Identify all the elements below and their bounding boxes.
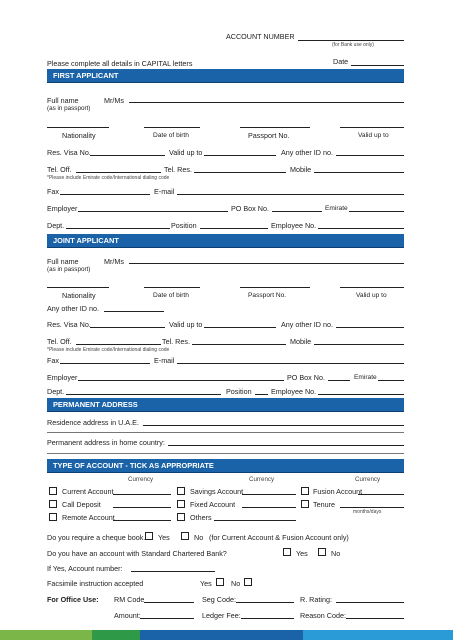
tel-res-field[interactable] — [194, 172, 286, 173]
fusion-account-currency-field[interactable] — [358, 494, 404, 495]
current-account-label: Current Account — [62, 487, 114, 496]
fixed-account-label: Fixed Account — [190, 500, 236, 509]
permanent-address-header — [47, 398, 404, 412]
cheque-note: (for Current Account & Fusion Account only) — [209, 533, 349, 542]
remote-account-currency-field[interactable] — [113, 520, 171, 521]
mr-ms-label: Mr/Ms — [104, 96, 124, 105]
call-deposit-label: Call Deposit — [62, 500, 101, 509]
nationality-label: Nationality — [62, 131, 96, 140]
fixed-account-currency-field[interactable] — [242, 507, 296, 508]
call-deposit-currency-field[interactable] — [113, 507, 171, 508]
valid-up-to-field[interactable] — [340, 127, 404, 128]
section-title: JOINT APPLICANT — [53, 236, 119, 245]
rm-code-field[interactable] — [144, 602, 194, 603]
joint-tel-res-label: Tel. Res. — [162, 337, 190, 346]
joint-dial-code-note: *Please include Emirate code/International dialing code — [47, 347, 170, 353]
employee-no-label: Employee No. — [271, 221, 317, 230]
full-name-field[interactable] — [129, 102, 404, 103]
others-field[interactable] — [214, 520, 296, 521]
tenure-field[interactable] — [340, 507, 404, 508]
mobile-label: Mobile — [290, 165, 312, 174]
residence-uae-field[interactable] — [143, 425, 404, 426]
tel-res-label: Tel. Res. — [164, 165, 192, 174]
joint-date-of-birth-field[interactable] — [144, 287, 200, 288]
section-title: TYPE OF ACCOUNT - TICK AS APPROPRIATE — [53, 461, 214, 470]
account-number-field[interactable] — [298, 40, 404, 41]
po-box-field[interactable] — [272, 211, 322, 212]
joint-mr-ms-label: Mr/Ms — [104, 257, 124, 266]
joint-employer-field[interactable] — [78, 380, 284, 381]
cheque-yes-label: Yes — [158, 533, 170, 542]
joint-passport-no-field[interactable] — [240, 287, 310, 288]
joint-fax-label: Fax — [47, 356, 59, 365]
cheque-book-question: Do you require a cheque book. — [47, 533, 146, 542]
if-yes-account-label: If Yes, Account number: — [47, 564, 123, 573]
scb-no-checkbox[interactable] — [318, 548, 326, 556]
date-label: Date — [333, 57, 349, 66]
joint-dept-field[interactable] — [66, 394, 221, 395]
office-use-label: For Office Use: — [47, 595, 99, 604]
joint-full-name-field[interactable] — [129, 263, 404, 264]
visa-valid-up-to-field[interactable] — [204, 155, 276, 156]
r-rating-field[interactable] — [336, 602, 404, 603]
fax-label: Fax — [47, 187, 59, 196]
section-title: FIRST APPLICANT — [53, 71, 119, 80]
joint-nationality-field[interactable] — [47, 287, 109, 288]
joint-email-label: E-mail — [154, 356, 175, 365]
account-number-label: ACCOUNT NUMBER — [226, 32, 295, 41]
r-rating-label: R. Rating: — [300, 595, 332, 604]
scb-account-question: Do you have an account with Standard Chartered Bank? — [47, 549, 227, 558]
if-yes-account-field[interactable] — [131, 571, 215, 572]
footer-stripe-2 — [92, 630, 140, 640]
footer-stripe-1 — [0, 630, 92, 640]
joint-res-visa-no-label: Res. Visa No. — [47, 320, 91, 329]
scb-yes-label: Yes — [296, 549, 308, 558]
tel-off-field[interactable] — [76, 172, 161, 173]
joint-passport-no-label: Passport No. — [248, 292, 287, 299]
savings-account-label: Savings Account — [190, 487, 244, 496]
joint-fax-field[interactable] — [60, 363, 150, 364]
passport-no-label: Passport No. — [248, 131, 290, 140]
joint-any-other-id-2-label: Any other ID no. — [281, 320, 333, 329]
fusion-account-label: Fusion Account — [313, 487, 363, 496]
amount-field[interactable] — [140, 618, 194, 619]
joint-full-name-label: Full name — [47, 257, 79, 266]
address-divider — [47, 432, 404, 433]
first-applicant-header — [47, 69, 404, 83]
joint-emirate-field[interactable] — [378, 380, 404, 381]
joint-applicant-header — [47, 234, 404, 248]
footer-stripe-4 — [303, 630, 453, 640]
scb-no-label: No — [331, 549, 341, 558]
email-field[interactable] — [177, 194, 404, 195]
joint-tel-res-field[interactable] — [192, 344, 286, 345]
joint-employer-label: Employer — [47, 373, 78, 382]
dept-field[interactable] — [66, 228, 170, 229]
tenure-checkbox[interactable] — [301, 500, 309, 508]
residence-uae-label: Residence address in U.A.E. — [47, 418, 139, 427]
cheque-no-checkbox[interactable] — [181, 532, 189, 540]
facsimile-no-checkbox[interactable] — [244, 578, 252, 586]
joint-valid-up-to-field[interactable] — [340, 287, 404, 288]
joint-date-of-birth-label: Date of birth — [153, 292, 189, 299]
employer-label: Employer — [47, 204, 78, 213]
joint-employee-no-field[interactable] — [318, 394, 404, 395]
joint-res-visa-no-field[interactable] — [90, 327, 165, 328]
facsimile-label: Facsimile instruction accepted — [47, 579, 144, 588]
po-box-label: PO Box No. — [231, 204, 269, 213]
ledger-fee-label: Ledger Fee: — [202, 611, 241, 620]
tel-off-label: Tel. Off. — [47, 165, 72, 174]
joint-position-field[interactable] — [255, 394, 268, 395]
joint-employee-no-label: Employee No. — [271, 387, 317, 396]
res-visa-no-field[interactable] — [90, 155, 165, 156]
joint-email-field[interactable] — [177, 363, 404, 364]
seg-code-label: Seg Code: — [202, 595, 236, 604]
position-label: Position — [171, 221, 197, 230]
fax-field[interactable] — [60, 194, 150, 195]
joint-as-in-passport-note: (as in passport) — [47, 266, 91, 273]
joint-any-other-id-2-field[interactable] — [336, 327, 404, 328]
currency-col-2: Currency — [249, 476, 275, 483]
dept-label: Dept. — [47, 221, 65, 230]
date-field[interactable] — [351, 65, 404, 66]
others-checkbox[interactable] — [177, 513, 185, 521]
passport-no-field[interactable] — [240, 127, 310, 128]
visa-valid-up-to-label: Valid up to — [169, 148, 203, 157]
currency-col-1: Currency — [128, 476, 154, 483]
joint-visa-valid-up-to-label: Valid up to — [169, 320, 203, 329]
amount-label: Amount: — [114, 611, 141, 620]
home-country-label: Permanent address in home country: — [47, 438, 165, 447]
joint-tel-off-field[interactable] — [76, 344, 161, 345]
fixed-account-checkbox[interactable] — [177, 500, 185, 508]
tenure-label: Tenure — [313, 500, 335, 509]
bank-use-note: (for Bank use only) — [332, 42, 374, 48]
account-type-header — [47, 459, 404, 473]
joint-nationality-label: Nationality — [62, 291, 96, 300]
reason-code-label: Reason Code: — [300, 611, 346, 620]
mobile-field[interactable] — [314, 172, 404, 173]
employer-field[interactable] — [78, 211, 228, 212]
months-days-note: months/days — [353, 509, 382, 515]
facsimile-no-label: No — [231, 579, 241, 588]
scb-yes-checkbox[interactable] — [283, 548, 291, 556]
valid-up-to-label: Valid up to — [358, 132, 389, 139]
joint-po-box-field[interactable] — [328, 380, 350, 381]
joint-mobile-label: Mobile — [290, 337, 312, 346]
date-of-birth-label: Date of birth — [153, 132, 189, 139]
savings-account-currency-field[interactable] — [242, 494, 296, 495]
joint-valid-up-to-label: Valid up to — [356, 292, 387, 299]
dial-code-note: *Please include Emirate code/International dialing code — [47, 175, 170, 181]
fusion-account-checkbox[interactable] — [301, 487, 309, 495]
others-label: Others — [190, 513, 212, 522]
remote-account-checkbox[interactable] — [49, 513, 57, 521]
instruction-text: Please complete all details in CAPITAL letters — [47, 59, 193, 68]
joint-dept-label: Dept. — [47, 387, 65, 396]
address-divider-2 — [47, 453, 404, 454]
current-account-currency-field[interactable] — [113, 494, 171, 495]
ledger-fee-field[interactable] — [241, 618, 294, 619]
call-deposit-checkbox[interactable] — [49, 500, 57, 508]
current-account-checkbox[interactable] — [49, 487, 57, 495]
as-in-passport-note: (as in passport) — [47, 105, 91, 112]
currency-col-3: Currency — [355, 476, 381, 483]
remote-account-label: Remote Account — [62, 513, 115, 522]
joint-mobile-field[interactable] — [314, 344, 404, 345]
section-title: PERMANENT ADDRESS — [53, 400, 138, 409]
joint-any-other-id-label: Any other ID no. — [47, 304, 99, 313]
joint-any-other-id-field[interactable] — [104, 311, 164, 312]
cheque-yes-checkbox[interactable] — [145, 532, 153, 540]
footer-stripe-3 — [140, 630, 303, 640]
cheque-no-label: No — [194, 533, 204, 542]
res-visa-no-label: Res. Visa No. — [47, 148, 91, 157]
nationality-field[interactable] — [47, 127, 109, 128]
emirate-label: Emirate — [325, 205, 348, 212]
joint-po-box-label: PO Box No. — [287, 373, 325, 382]
joint-position-label: Position — [226, 387, 252, 396]
rm-code-label: RM Code — [114, 595, 145, 604]
home-country-field[interactable] — [168, 445, 404, 446]
joint-emirate-label: Emirate — [354, 374, 377, 381]
position-field[interactable] — [200, 228, 268, 229]
reason-code-field[interactable] — [346, 618, 404, 619]
employee-no-field[interactable] — [318, 228, 404, 229]
facsimile-yes-checkbox[interactable] — [216, 578, 224, 586]
any-other-id-field[interactable] — [336, 155, 404, 156]
seg-code-field[interactable] — [236, 602, 294, 603]
full-name-label: Full name — [47, 96, 79, 105]
any-other-id-label: Any other ID no. — [281, 148, 333, 157]
joint-visa-valid-up-to-field[interactable] — [204, 327, 276, 328]
date-of-birth-field[interactable] — [144, 127, 200, 128]
facsimile-yes-label: Yes — [200, 579, 212, 588]
joint-tel-off-label: Tel. Off. — [47, 337, 72, 346]
emirate-field[interactable] — [349, 211, 404, 212]
email-label: E-mail — [154, 187, 175, 196]
savings-account-checkbox[interactable] — [177, 487, 185, 495]
